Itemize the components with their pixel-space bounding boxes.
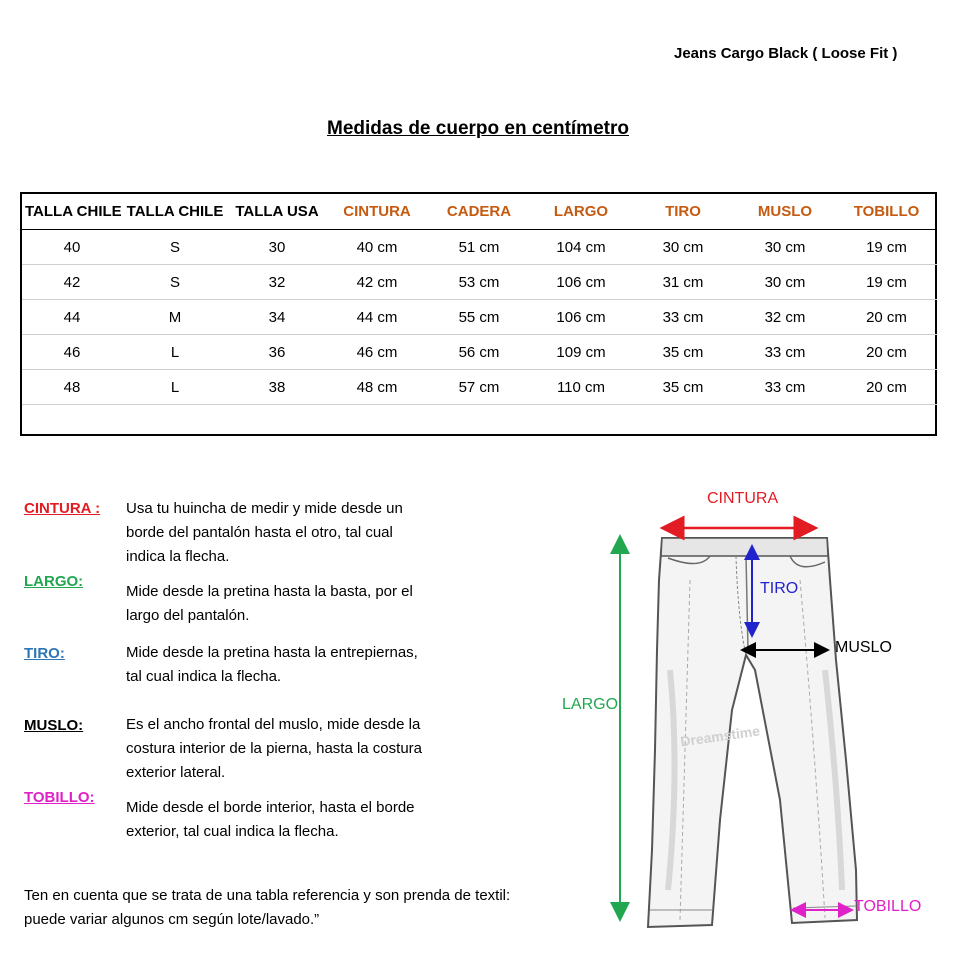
cintura-description: Usa tu huincha de medir y mide desde un borde del pantalón hasta el otro, tal cual indica la flecha.: [126, 500, 403, 565]
table-cell-empty: [428, 405, 530, 440]
table-cell: 20 cm: [836, 300, 937, 335]
table-cell-empty: [22, 405, 122, 440]
tiro-description: Mide desde la pretina hasta la entrepiernas, tal cual indica la flecha.: [126, 644, 418, 685]
diagram-cintura-label: CINTURA: [707, 490, 779, 507]
table-cell: 40: [22, 230, 122, 265]
size-chart-table: [20, 192, 937, 436]
table-cell: 104 cm: [530, 230, 632, 265]
table-cell: 57 cm: [428, 370, 530, 405]
header-talla-chile: TALLA CHILE: [22, 194, 122, 230]
table-cell: 110 cm: [530, 370, 632, 405]
table-cell: M: [122, 300, 228, 335]
table-cell-empty: [530, 405, 632, 440]
largo-description: Mide desde la pretina hasta la basta, por el largo del pantalón.: [126, 583, 413, 624]
table-cell: 38: [228, 370, 326, 405]
table-cell-empty: [632, 405, 734, 440]
table-cell: 32: [228, 265, 326, 300]
tiro-label: TIRO:: [24, 645, 65, 662]
muslo-description: Es el ancho frontal del muslo, mide desde la costura interior de la pierna, hasta la costura exterior lateral.: [126, 716, 422, 781]
page-title: Medidas de cuerpo en centímetro: [327, 118, 629, 139]
table-cell: 51 cm: [428, 230, 530, 265]
table-cell: 55 cm: [428, 300, 530, 335]
table-cell: L: [122, 370, 228, 405]
table-cell: 19 cm: [836, 230, 937, 265]
table-row: [22, 335, 937, 370]
product-title: Jeans Cargo Black ( Loose Fit ): [674, 45, 898, 62]
muslo-label: MUSLO:: [24, 717, 84, 734]
cintura-label: CINTURA :: [24, 500, 101, 517]
tobillo-label: TOBILLO:: [24, 789, 95, 806]
table-body: [22, 230, 937, 440]
table-cell: 20 cm: [836, 335, 937, 370]
tobillo-description: Mide desde el borde interior, hasta el borde exterior, tal cual indica la flecha.: [126, 799, 415, 840]
table-cell: 30: [228, 230, 326, 265]
header-tiro: TIRO: [632, 194, 734, 230]
diagram-tiro-label: TIRO: [760, 580, 799, 597]
table-cell: 30 cm: [632, 230, 734, 265]
table-cell: 106 cm: [530, 300, 632, 335]
diagram-largo-label: LARGO: [562, 696, 619, 713]
table-cell: L: [122, 335, 228, 370]
table-cell-empty: [228, 405, 326, 440]
table-row: [22, 300, 937, 335]
table-cell: 46 cm: [326, 335, 428, 370]
table-cell: 33 cm: [632, 300, 734, 335]
table-cell-empty: [836, 405, 937, 440]
table-cell: 42 cm: [326, 265, 428, 300]
largo-label: LARGO:: [24, 573, 84, 590]
header-talla-chile-letter: TALLA CHILE: [122, 194, 228, 230]
table-cell: 33 cm: [734, 370, 836, 405]
table-cell: 53 cm: [428, 265, 530, 300]
table-cell: 46: [22, 335, 122, 370]
header-tobillo: TOBILLO: [836, 194, 937, 230]
diagram-tobillo-label: TOBILLO: [854, 898, 922, 915]
jeans-measurement-diagram: [540, 470, 956, 970]
table-cell: 56 cm: [428, 335, 530, 370]
table-cell-empty: [734, 405, 836, 440]
table-cell: S: [122, 265, 228, 300]
table-cell: 35 cm: [632, 335, 734, 370]
header-cadera: CADERA: [428, 194, 530, 230]
table-cell: 31 cm: [632, 265, 734, 300]
header-cintura: CINTURA: [326, 194, 428, 230]
jeans-illustration: [540, 470, 956, 970]
table-cell-empty: [122, 405, 228, 440]
table-cell: 36: [228, 335, 326, 370]
table-row-empty: [22, 405, 937, 440]
table-header-row: [22, 194, 937, 230]
watermark: Dreamstime: [679, 722, 761, 750]
table-cell: 48 cm: [326, 370, 428, 405]
table-row: [22, 370, 937, 405]
table-cell: 33 cm: [734, 335, 836, 370]
table-cell: 35 cm: [632, 370, 734, 405]
table-row: [22, 230, 937, 265]
table-cell: 20 cm: [836, 370, 937, 405]
header-talla-usa: TALLA USA: [228, 194, 326, 230]
table-cell: 40 cm: [326, 230, 428, 265]
diagram-muslo-label: MUSLO: [835, 639, 892, 656]
table-cell: 30 cm: [734, 230, 836, 265]
table-cell: 106 cm: [530, 265, 632, 300]
table-cell: S: [122, 230, 228, 265]
table-cell: 48: [22, 370, 122, 405]
table-cell: 109 cm: [530, 335, 632, 370]
table-cell: 30 cm: [734, 265, 836, 300]
table-cell: 44 cm: [326, 300, 428, 335]
table-cell: 34: [228, 300, 326, 335]
table-cell: 44: [22, 300, 122, 335]
table-row: [22, 265, 937, 300]
table-cell: 32 cm: [734, 300, 836, 335]
table-cell-empty: [326, 405, 428, 440]
header-largo: LARGO: [530, 194, 632, 230]
table-cell: 19 cm: [836, 265, 937, 300]
disclaimer-note: Ten en cuenta que se trata de una tabla referencia y son prenda de textil: puede variar algunos cm según lote/lavado.”: [24, 887, 511, 928]
header-muslo: MUSLO: [734, 194, 836, 230]
table-cell: 42: [22, 265, 122, 300]
